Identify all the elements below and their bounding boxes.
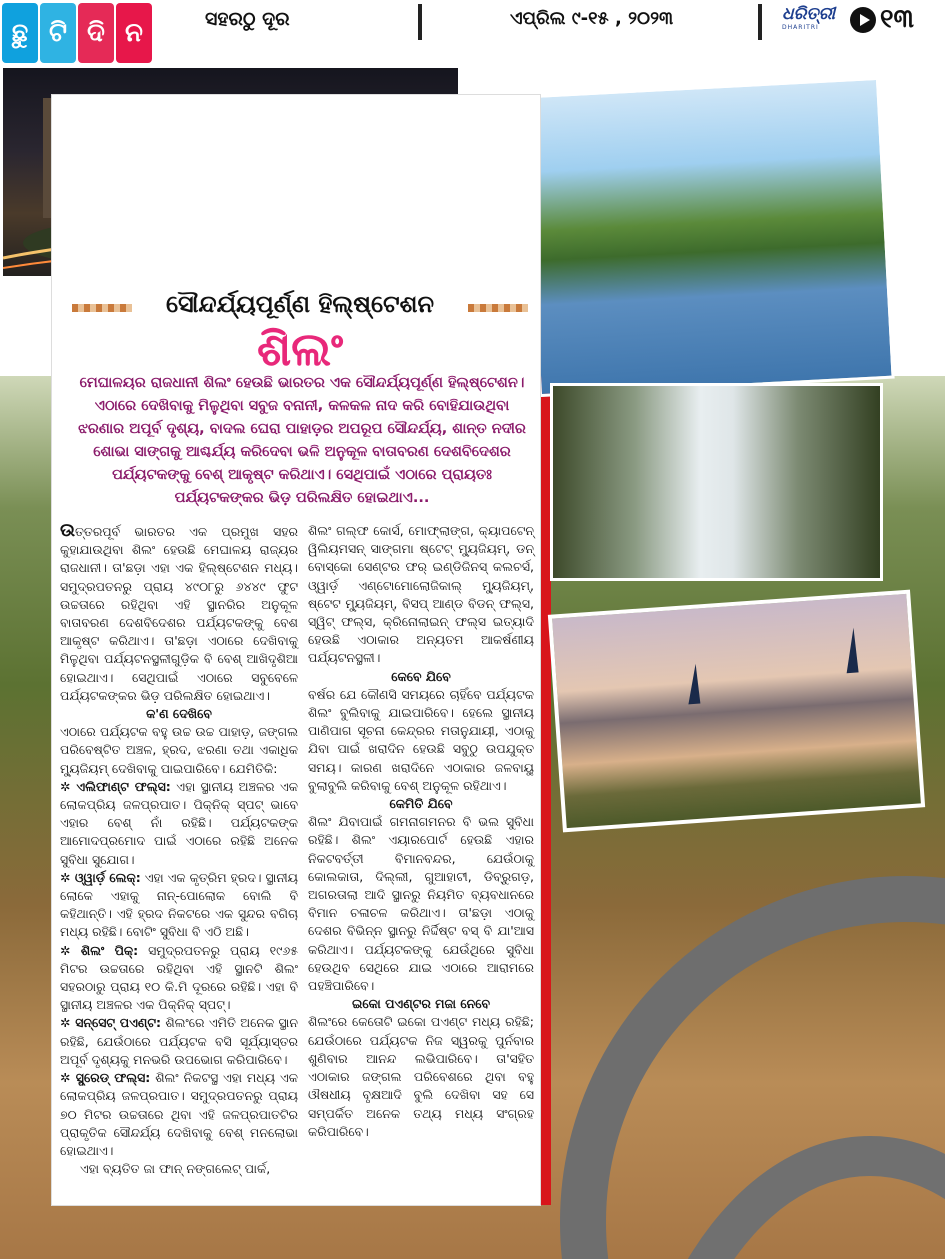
article-headline: ଶିଲଂ bbox=[256, 322, 344, 376]
header-divider bbox=[418, 4, 422, 40]
paragraph: ଶିଲଂ ଗଲ୍ଫ କୋର୍ସ, ମୋଫ୍ଲାଙ୍ଗ, କ୍ୟାପଟେନ୍ ୱିଲିୟମସନ୍ ସାଙ୍ଗମା ଷ୍ଟେଟ୍ ମ୍ୟୁଜିୟମ୍, ଡନ୍ ବୋସ୍କୋ ସେଣ୍ଟର ଫର୍ ଇଣ୍ଡିଜିନସ୍ କଲଚର୍ସ, ଓ୍ୱାର୍ଡ଼ ଏଣ୍ଟୋମୋଲୋଜିକାଲ୍ ମ୍ୟୁଜିୟମ୍, ଷ୍ଟେଟ ମ୍ୟୁଜିୟମ୍, ବିସପ୍ ଆଣ୍ଡ ବିଡନ୍ ଫଲ୍ସ, ସ୍ୱିଟ୍ ଫଲ୍ସ, କ୍ରିନୋଲାଇନ୍ ଫଲ୍ସ ଇତ୍ୟାଦି ହେଉଛି ଏଠାକାର ଅନ୍ୟତମ ଆକର୍ଷଣୀୟ ପର୍ଯ୍ୟଟନସ୍ଥଳୀ। bbox=[308, 523, 534, 666]
list-item: ✲ ସ୍ପ୍ରେଡ୍ ଫଲ୍ସ: ଶିଲଂ ନିକଟସ୍ଥ ଏହା ମଧ୍ୟ ଏକ ଲୋକପ୍ରିୟ ଜଳପ୍ରପାତ। ସମୁଦ୍ରପତନରୁ ପ୍ରାୟ ୭୦ ମିଟର ଉଚ୍ଚତାରେ ଥିବା ଏହି ଜଳପ୍ରପାତଟିର ପ୍ରାକୃତିକ ସୌନ୍ଦର୍ଯ୍ୟ ଦେଖିବାକୁ ବେଶ୍ ମନଲୋଭା ହୋଇଥାଏ। bbox=[60, 1070, 298, 1158]
masthead-letter: ଛୁ bbox=[2, 3, 38, 63]
paragraph: ଶିଲଂରେ କେତୋଟି ଇକୋ ପଏଣ୍ଟ ମଧ୍ୟ ରହିଛି; ଯେଉଁଠାରେ ପର୍ଯ୍ୟଟକ ନିଜ ସ୍ୱରକୁ ପୁର୍ନବାର ଶୁଣିବାର ଆନନ୍ଦ ଲଭିପାରିବେ। ତା'ସହିତ ଏଠାକାର ଜଙ୍ଗଲ ପରିବେଶରେ ଥିବା ବହୁ ଔଷଧୀୟ ବୃକ୍ଷଆଦି ବୁଲି ଦେଖିବା ସହ ସେ ସମ୍ପର୍କିତ ଅନେକ ତଥ୍ୟ ମଧ୍ୟ ସଂଗ୍ରହ କରିପାରିବେ। bbox=[308, 1014, 534, 1139]
header-divider bbox=[758, 4, 762, 40]
page-number: ୧୩ bbox=[880, 4, 914, 34]
brand-logo bbox=[782, 4, 848, 38]
section-title: ସହରଠୁ ଦୂର bbox=[205, 8, 290, 30]
list-item: ✲ ଶିଲଂ ପିକ୍: ସମୁଦ୍ରପତନରୁ ପ୍ରାୟ ୧୯୬୫ ମିଟର ଉଚ୍ଚତାରେ ରହିଥିବା ଏହି ସ୍ଥାନଟି ଶିଲଂ ସହରଠାରୁ ପ୍ରାୟ ୧୦ କି.ମି ଦୂରରେ ରହିଛି। ଏହା ବି ସ୍ଥାନୀୟ ଅଞ୍ଚଳର ଏକ ପିକ୍‌ନିକ୍ ସ୍ପଟ୍। bbox=[60, 942, 299, 1013]
paragraph: ଏଠାରେ ପର୍ଯ୍ୟଟକ ବହୁ ଉଚ୍ଚ ଉଚ୍ଚ ପାହାଡ଼, ଜଙ୍ଗଲ ପରିବେଷ୍ଟିତ ଅଞ୍ଚଳ, ହ୍ରଦ, ଝରଣା ତଥା ଏକାଧିକ ମ୍ୟୁଜିୟମ୍ ଦେଖିବାକୁ ପାଇପାରିବେ। ଯେମିତିକି: bbox=[60, 724, 298, 776]
issue-date: ଏପ୍ରିଲ ୯-୧୫ , ୨୦୨୩ bbox=[510, 8, 674, 29]
paragraph: ବର୍ଷର ଯେ କୌଣସି ସମୟରେ ଚାହିଁବେ ପର୍ଯ୍ୟଟକ ଶିଲଂ ବୁଲିବାକୁ ଯାଇପାରିବେ। ହେଲେ ସ୍ଥାନୀୟ ପାଣିପାଗ ସୂଚନା କେନ୍ଦ୍ରର ମତାନୁଯାୟୀ, ଏଠାକୁ ଯିବା ପାଇଁ ଖରାଦିନ ହେଉଛି ସବୁଠୁ ଉପଯୁକ୍ତ ସମୟ। କାରଣ ଖରାଦିନେ ଏଠାକାର ଜଳବାୟୁ ବୁଲାବୁଲି କରିବାକୁ ବେଶ୍ ଅନୁକୂଳ ରହିଥାଏ। bbox=[308, 686, 534, 793]
list-item: ✲ ସନ୍‌ସେଟ୍ ପଏଣ୍ଟ: ଶିଲଂରେ ଏମିତି ଅନେକ ସ୍ଥାନ ରହିଛି, ଯେଉଁଠାରେ ପର୍ଯ୍ୟଟକ ବସି ସୂର୍ଯ୍ୟାସ୍ତର ଅପୂର୍ବ ଦୃଶ୍ୟକୁ ମନଭରି ଉପଭୋଗ କରିପାରିବେ। bbox=[60, 1015, 298, 1067]
article-column-2 bbox=[308, 522, 534, 1141]
list-item: ✲ ଓ୍ୱାର୍ଡ଼ ଲେକ୍: ଏହା ଏକ କୃତ୍ରିମ ହ୍ରଦ। ସ୍ଥାନୀୟ ଲୋକେ ଏହାକୁ ନାନ୍-ପୋଲୋକ ବୋଲି ବି କହିଥାନ୍ତି। ଏହି ହ୍ରଦ ନିକଟରେ ଏକ ସୁନ୍ଦର ବଗିଚା ମଧ୍ୟ ରହିଛି। ବୋଟିଂ ସୁବିଧା ବି ଏଠି ଅଛି। bbox=[60, 869, 298, 940]
waterfall-photo bbox=[550, 383, 883, 581]
brand-name: ଧରିତ୍ରୀ bbox=[782, 4, 836, 24]
play-icon bbox=[850, 7, 876, 33]
article-lead: ମେଘାଳୟର ରାଜଧାନୀ ଶିଲଂ ହେଉଛି ଭାରତର ଏକ ସୌନ୍ଦର୍ଯ୍ୟପୂର୍ଣ୍ଣ ହିଲ୍‌ଷ୍ଟେଶନ। ଏଠାରେ ଦେଖିବାକୁ ମିଳୁଥିବା ସବୁଜ ବନାନୀ, କଳକଳ ନାଦ କରି ବୋହିଯାଉଥିବା ଝରଣାର ଅପୂର୍ବ ଦୃଶ୍ୟ, ବାଦଲ ଘେରା ପାହାଡ଼ର ଅପରୂପ ସୌନ୍ଦର୍ଯ୍ୟ, ଶାନ୍ତ ନଦୀର ଶୋଭା ସାଙ୍ଗକୁ ଆଶ୍ଚର୍ଯ୍ୟ କରିଦେବା ଭଳି ଅନୁକୂଳ ବାତାବରଣ ଦେଶବିଦେଶର ପର୍ଯ୍ୟଟକଙ୍କୁ ବେଶ୍ ଆକୃଷ୍ଟ କରିଥାଏ। ସେଥିପାଇଁ ଏଠାରେ ପ୍ରାୟତଃ ପର୍ଯ୍ୟଟକଙ୍କର ଭିଡ଼ ପରିଲକ୍ଷିତ ହୋଇଥାଏ... bbox=[78, 375, 526, 506]
lake-photo bbox=[523, 77, 894, 397]
subheading: କେମିତି ଯିବେ bbox=[389, 796, 453, 812]
masthead-letter: ନ bbox=[116, 3, 152, 63]
subheading: କେବେ ଯିବେ bbox=[391, 668, 451, 684]
sunset-lake-photo bbox=[548, 590, 925, 833]
brand-subtitle: DHARITRI bbox=[782, 24, 819, 31]
masthead-letter: ଟି bbox=[40, 3, 76, 63]
list-item: ✲ ଏଲିଫାଣ୍ଟ ଫଲ୍ସ: ଏହା ସ୍ଥାନୀୟ ଅଞ୍ଚଳର ଏକ ଲୋକପ୍ରିୟ ଜଳପ୍ରପାତ। ପିକ୍‌ନିକ୍ ସ୍ପଟ୍ ଭାବେ ଏହାର ବେଶ୍ ନାଁ ରହିଛି। ପର୍ଯ୍ୟଟକଙ୍କ ଆମୋଦପ୍ରମୋଦ ପାଇଁ ଏଠାରେ ରହିଛି ଅନେକ ସୁବିଧା ସୁଯୋଗ। bbox=[60, 778, 298, 867]
subheading: କ'ଣ ଦେଖିବେ bbox=[146, 706, 212, 722]
article-column-1 bbox=[60, 522, 298, 1178]
dropcap: ଉ bbox=[60, 520, 75, 541]
masthead-letter: ଦି bbox=[78, 3, 114, 63]
paragraph: ଉତ୍ତରପୂର୍ବ ଭାରତର ଏକ ପ୍ରମୁଖ ସହର କୁହାଯାଉଥିବା ଶିଲଂ ହେଉଛି ମେଘାଳୟ ରାଜ୍ୟର ରାଜଧାନୀ। ତା'ଛଡ଼ା ଏହା ଏକ ହିଲ୍‌ଷ୍ଟେଶନ ମଧ୍ୟ। ସମୁଦ୍ରପତନରୁ ପ୍ରାୟ ୪୯୦୮ରୁ ୬୪୪୯ ଫୁଟ ଉଚ୍ଚତାରେ ରହିଥିବା ଏହି ସ୍ଥାନରିର ଅନୁକୂଳ ବାତାବରଣ ଦେଶବିଦେଶର ପର୍ଯ୍ୟଟକଙ୍କୁ ବେଶ ଆକୃଷ୍ଟ କରିଥାଏ। ତା'ଛଡ଼ା ଏଠାରେ ଦେଖିବାକୁ ମିଳୁଥିବା ପର୍ଯ୍ୟଟନସ୍ଥଳୀଗୁଡ଼ିକ ବି ବେଶ୍ ଆଖିଦୃଶିଆ ହୋଇଥାଏ। ସେଥିପାଇଁ ଏଠାରେ ସବୁବେଳେ ପର୍ଯ୍ୟଟକଙ୍କର ଭିଡ଼ ପରିଲକ୍ଷିତ ହୋଇଥାଏ। bbox=[60, 520, 298, 703]
paragraph: ଏହା ବ୍ୟତିତ ଜା ଫାନ୍ ନଙ୍ଗଲେଟ୍ ପାର୍କ, bbox=[80, 1161, 271, 1177]
paragraph: ଶିଲଂ ଯିବାପାଇଁ ଗମନାଗମନର ବି ଭଲ ସୁବିଧା ରହିଛି। ଶିଲଂ ଏୟାରପୋର୍ଟ ହେଉଛି ଏହାର ନିକଟବର୍ତ୍ତୀ ବିମାନବନ୍ଦର, ଯେଉଁଠାକୁ କୋଲକାତା, ଦିଲ୍ଲୀ, ଗୁଆହାଟୀ, ଡିବ୍ରୁଗଡ଼, ଅଗରତାଲା ଆଦି ସ୍ଥାନରୁ ନିୟମିତ ବ୍ୟବଧାନରେ ବିମାନ ଚଳାଚଳ କରିଥାଏ। ତା'ଛଡ଼ା ଏଠାକୁ ଦେଶର ବିଭିନ୍ନ ସ୍ଥାନରୁ ନିର୍ଦ୍ଦିଷ୍ଟ ବସ୍ ବି ଯା'ଆସ କରିଥାଏ। ପର୍ଯ୍ୟଟକଙ୍କୁ ଯେଉଁଥିରେ ସୁବିଧା ହେଉଥିବ ସେଥିରେ ଯାଇ ଏଠାରେ ଆରାମରେ ପହଞ୍ଚିପାରିବେ। bbox=[308, 814, 534, 994]
subheading: ଇକୋ ପଏଣ୍ଟର ମଜା ନେବେ bbox=[351, 996, 491, 1012]
article-kicker: ସୌନ୍ଦର୍ଯ୍ୟପୂର୍ଣ୍ଣ ହିଲ୍‌ଷ୍ଟେଶନ bbox=[165, 290, 434, 318]
